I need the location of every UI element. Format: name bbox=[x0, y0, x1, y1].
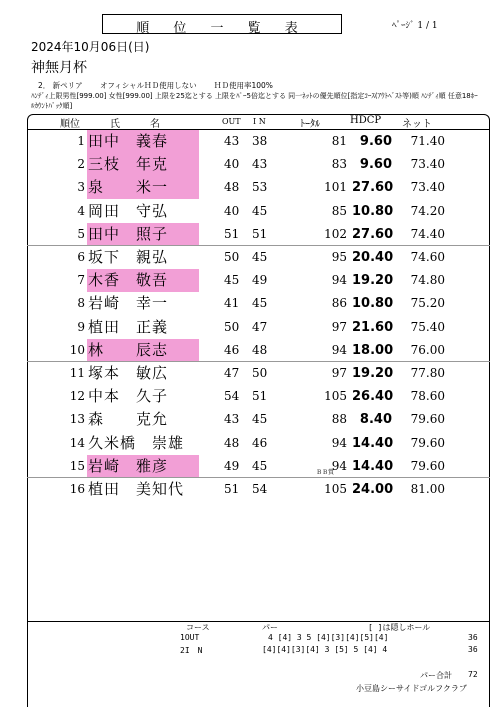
in-score-cell: 48 bbox=[252, 342, 268, 357]
table-row bbox=[27, 153, 490, 176]
rank-cell: 16 bbox=[69, 482, 85, 496]
player-name-cell: 三枝 年克 bbox=[87, 153, 199, 176]
gross-score-cell: 81 bbox=[331, 134, 347, 148]
club-name: 小豆島シーサイドゴルフクラブ bbox=[356, 684, 467, 693]
rank-cell: 13 bbox=[69, 412, 85, 427]
table-row bbox=[27, 130, 490, 153]
handicap-cell: 20.40 bbox=[352, 250, 394, 265]
col-hdcp-header: HDCP bbox=[350, 115, 382, 126]
par-label: パー bbox=[262, 623, 278, 632]
table-row bbox=[27, 246, 490, 269]
out-score-cell: 50 bbox=[224, 319, 240, 334]
net-score-cell: 71.40 bbox=[410, 134, 445, 148]
in-par-total: 36 bbox=[468, 645, 478, 654]
rank-cell: 7 bbox=[77, 273, 85, 288]
gross-score-cell: 94 bbox=[331, 458, 347, 473]
gross-score-cell: 83 bbox=[331, 157, 347, 172]
handicap-cell: 10.80 bbox=[352, 296, 394, 312]
row-group-divider bbox=[27, 361, 490, 362]
table-row bbox=[27, 269, 490, 292]
page-title: 順 位 一 覧 表 bbox=[136, 21, 308, 36]
out-course-label: 1OUT bbox=[180, 633, 200, 642]
col-gross-header: ﾄｰﾀﾙ bbox=[300, 119, 320, 130]
net-score-cell: 74.20 bbox=[410, 203, 445, 218]
handicap-note: ﾊﾝﾃﾞｨ上限男性[999.00] 女性[999.00] 上限を25迄とする 上限をﾊﾟｰ5倍迄とする 同一ﾈｯﾄの優先順位[指定ｺｰｽ(ｱｳﾄﾍﾞｽﾄ等)順 ﾊﾝﾃﾞｨ順 任意18ﾎｰﾙｶｳﾝﾄﾊﾞｯｸ順] bbox=[31, 92, 478, 110]
rank-cell: 2 bbox=[77, 157, 85, 172]
par-total-label: パー合計 bbox=[420, 671, 452, 680]
net-score-cell: 74.40 bbox=[410, 226, 445, 241]
rank-cell: 11 bbox=[69, 366, 85, 380]
row-group-divider bbox=[27, 477, 490, 478]
in-score-cell: 51 bbox=[252, 226, 268, 241]
in-score-cell: 45 bbox=[252, 458, 268, 473]
out-score-cell: 51 bbox=[224, 482, 240, 496]
in-score-cell: 38 bbox=[252, 134, 268, 148]
net-score-cell: 75.20 bbox=[410, 296, 445, 311]
net-score-cell: 73.40 bbox=[410, 180, 445, 195]
in-score-cell: 50 bbox=[252, 366, 268, 380]
row-group-divider bbox=[27, 245, 490, 246]
scoring-conditions: 2． 新ペリア オフィシャルＨＤ使用しない ＨＤ使用率100% bbox=[38, 81, 273, 90]
net-score-cell: 78.60 bbox=[410, 389, 445, 404]
out-score-cell: 45 bbox=[224, 273, 240, 288]
handicap-cell: 8.40 bbox=[359, 412, 392, 428]
player-name-cell: 田中 義春 bbox=[87, 130, 199, 153]
rank-cell: 3 bbox=[77, 180, 85, 195]
net-score-cell: 75.40 bbox=[410, 319, 445, 334]
table-row bbox=[27, 432, 490, 455]
player-name-cell: 岡田 守弘 bbox=[88, 201, 169, 220]
table-row bbox=[27, 176, 490, 199]
handicap-cell: 27.60 bbox=[352, 226, 394, 242]
handicap-cell: 19.20 bbox=[352, 273, 394, 289]
out-score-cell: 43 bbox=[224, 412, 240, 427]
handicap-cell: 19.20 bbox=[352, 366, 394, 381]
table-row bbox=[27, 200, 490, 223]
table-row bbox=[27, 385, 490, 408]
gross-score-cell: 97 bbox=[331, 319, 347, 334]
table-row bbox=[27, 316, 490, 339]
competition-name: 神無月杯 bbox=[31, 60, 87, 76]
par-total-value: 72 bbox=[468, 670, 478, 679]
out-score-cell: 46 bbox=[224, 342, 240, 357]
player-name-cell: 林 辰志 bbox=[87, 339, 199, 362]
player-name-cell: 木香 敬吾 bbox=[87, 269, 199, 292]
handicap-cell: 26.40 bbox=[352, 389, 394, 405]
gross-score-cell: 86 bbox=[331, 296, 347, 311]
player-name-cell: 塚本 敏広 bbox=[88, 364, 169, 382]
out-score-cell: 49 bbox=[224, 458, 240, 473]
player-name-cell: 久米橋 崇雄 bbox=[88, 433, 185, 452]
table-row bbox=[27, 478, 490, 501]
table-row bbox=[27, 408, 490, 431]
rank-cell: 5 bbox=[77, 226, 85, 241]
in-score-cell: 46 bbox=[252, 435, 268, 450]
net-score-cell: 79.60 bbox=[410, 458, 445, 473]
rank-cell: 15 bbox=[69, 458, 85, 473]
net-score-cell: 76.00 bbox=[410, 342, 445, 357]
out-score-cell: 48 bbox=[224, 180, 240, 195]
out-par-total: 36 bbox=[468, 633, 478, 642]
col-net-header: ネット bbox=[402, 119, 432, 130]
event-date: 2024年10月06日(日) bbox=[31, 40, 150, 54]
gross-score-cell: 101 bbox=[324, 180, 347, 195]
table-row bbox=[27, 292, 490, 315]
hidden-hole-note: [ ]は隠しホール bbox=[368, 623, 431, 632]
in-course-label: 2I N bbox=[180, 646, 203, 655]
out-score-cell: 48 bbox=[224, 435, 240, 450]
col-rank-header: 順位 bbox=[60, 119, 80, 130]
handicap-cell: 10.80 bbox=[352, 203, 394, 219]
gross-score-cell: 102 bbox=[324, 226, 347, 241]
gross-score-cell: 105 bbox=[324, 389, 347, 404]
player-name-cell: 中本 久子 bbox=[88, 387, 169, 406]
in-score-cell: 49 bbox=[252, 273, 268, 288]
out-score-cell: 40 bbox=[224, 157, 240, 172]
net-score-cell: 79.60 bbox=[410, 435, 445, 450]
gross-score-cell: 97 bbox=[331, 366, 347, 380]
player-name-cell: 田中 照子 bbox=[87, 223, 199, 246]
in-score-cell: 45 bbox=[252, 250, 268, 264]
table-row bbox=[27, 455, 490, 478]
net-score-cell: 77.80 bbox=[410, 366, 445, 380]
handicap-cell: 14.40 bbox=[352, 435, 394, 451]
out-score-cell: 51 bbox=[224, 226, 240, 241]
out-score-cell: 50 bbox=[224, 250, 240, 264]
player-name-cell: 岩崎 雅彦 bbox=[87, 455, 199, 478]
player-name-cell: 植田 正義 bbox=[88, 317, 169, 336]
rank-cell: 10 bbox=[69, 342, 85, 357]
gross-score-cell: 94 bbox=[331, 273, 347, 288]
in-hole-pars: [4][4][3][4] 3 [5] 5 [4] 4 bbox=[262, 645, 388, 654]
rank-cell: 4 bbox=[77, 203, 85, 218]
title-box bbox=[102, 14, 342, 34]
course-label: コース bbox=[186, 623, 210, 632]
in-score-cell: 47 bbox=[252, 319, 268, 334]
player-name-cell: 坂下 親弘 bbox=[88, 248, 169, 266]
player-name-cell: 植田 美知代 bbox=[88, 480, 185, 498]
award-tag: ＢＢ賞 bbox=[316, 468, 335, 476]
gross-score-cell: 85 bbox=[331, 203, 347, 218]
out-hole-pars: 4 [4] 3 5 [4][3][4][5][4] bbox=[268, 633, 389, 642]
gross-score-cell: 94 bbox=[331, 342, 347, 357]
out-score-cell: 41 bbox=[224, 296, 240, 311]
in-score-cell: 45 bbox=[252, 203, 268, 218]
col-name-header: 氏 名 bbox=[110, 119, 160, 130]
handicap-cell: 9.60 bbox=[359, 134, 392, 149]
rank-cell: 9 bbox=[77, 319, 85, 334]
in-score-cell: 54 bbox=[252, 482, 268, 496]
handicap-cell: 21.60 bbox=[352, 319, 394, 335]
gross-score-cell: 94 bbox=[331, 435, 347, 450]
player-name-cell: 泉 米一 bbox=[87, 176, 199, 199]
in-score-cell: 51 bbox=[252, 389, 268, 404]
col-out-header: OUT bbox=[222, 117, 241, 126]
in-score-cell: 45 bbox=[252, 412, 268, 427]
handicap-cell: 18.00 bbox=[352, 342, 394, 358]
net-score-cell: 79.60 bbox=[410, 412, 445, 427]
gross-score-cell: 95 bbox=[331, 250, 347, 264]
handicap-cell: 9.60 bbox=[359, 157, 392, 173]
net-score-cell: 74.80 bbox=[410, 273, 445, 288]
out-score-cell: 43 bbox=[224, 134, 240, 148]
table-row bbox=[27, 362, 490, 385]
rank-cell: 1 bbox=[77, 134, 85, 148]
in-score-cell: 43 bbox=[252, 157, 268, 172]
in-score-cell: 45 bbox=[252, 296, 268, 311]
rank-cell: 8 bbox=[77, 296, 85, 311]
col-in-header: I N bbox=[253, 117, 266, 126]
net-score-cell: 81.00 bbox=[410, 482, 445, 496]
out-score-cell: 40 bbox=[224, 203, 240, 218]
out-score-cell: 54 bbox=[224, 389, 240, 404]
table-row bbox=[27, 223, 490, 246]
gross-score-cell: 88 bbox=[331, 412, 347, 427]
page-info: ﾍﾟｰｼﾞ 1 / 1 bbox=[392, 21, 438, 31]
handicap-cell: 24.00 bbox=[352, 482, 394, 497]
rank-cell: 6 bbox=[77, 250, 85, 264]
player-name-cell: 森 克允 bbox=[88, 410, 169, 429]
handicap-cell: 27.60 bbox=[352, 180, 394, 196]
gross-score-cell: 105 bbox=[324, 482, 347, 496]
player-name-cell: 岩崎 幸一 bbox=[88, 294, 169, 313]
rank-cell: 14 bbox=[69, 435, 85, 450]
handicap-cell: 14.40 bbox=[352, 458, 394, 474]
in-score-cell: 53 bbox=[252, 180, 268, 195]
net-score-cell: 73.40 bbox=[410, 157, 445, 172]
net-score-cell: 74.60 bbox=[410, 250, 445, 264]
table-row bbox=[27, 339, 490, 362]
rank-cell: 12 bbox=[69, 389, 85, 404]
out-score-cell: 47 bbox=[224, 366, 240, 380]
